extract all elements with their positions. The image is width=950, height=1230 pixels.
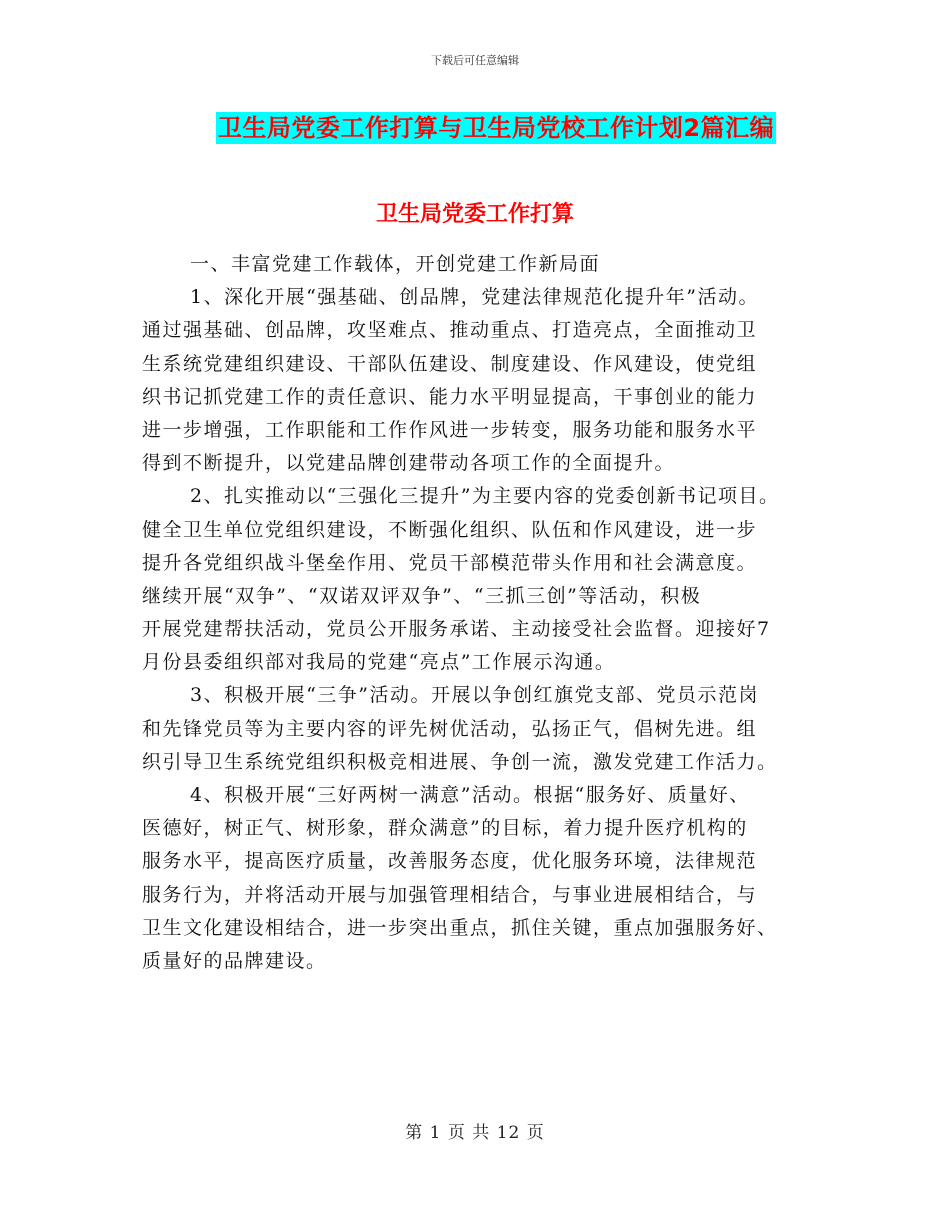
document-title: 卫生局党委工作打算与卫生局党校工作计划2篇汇编 <box>217 114 775 142</box>
paragraph-line: 服务水平，提高医疗质量，改善服务态度，优化服务环境，法律规范 <box>142 850 758 873</box>
paragraph-line: 4、积极开展“三好两树一满意”活动。根据“服务好、质量好、 <box>190 784 750 806</box>
paragraph-line: 医德好，树正气、树形象，群众满意”的目标，着力提升医疗机构的 <box>142 817 748 840</box>
paragraph-line: 得到不断提升，以党建品牌创建带动各项工作的全面提升。 <box>142 452 676 475</box>
heading-line: 一、丰富党建工作载体，开创党建工作新局面 <box>190 253 601 275</box>
page-footer: 第 1 页 共 12 页 <box>405 1123 545 1143</box>
paragraph-line: 通过强基础、创品牌，攻坚难点、推动重点、打造亮点，全面推动卫 <box>142 319 758 342</box>
paragraph-line: 卫生文化建设相结合，进一步突出重点，抓住关键，重点加强服务好、 <box>142 916 778 939</box>
paragraph-line: 月份县委组织部对我局的党建“亮点”工作展示沟通。 <box>142 651 616 674</box>
paragraph-line: 织书记抓党建工作的责任意识、能力水平明显提高，干事创业的能力 <box>142 385 758 408</box>
paragraph-line: 3、积极开展“三争”活动。开展以争创红旗党支部、党员示范岗 <box>190 684 760 707</box>
paragraph-line: 进一步增强，工作职能和工作作风进一步转变，服务功能和服务水平 <box>142 418 758 441</box>
paragraph-line: 生系统党建组织建设、干部队伍建设、制度建设、作风建设，使党组 <box>142 352 758 375</box>
paragraph-line: 提升各党组织战斗堡垒作用、党员干部模范带头作用和社会满意度。 <box>142 551 758 574</box>
paragraph-line: 服务行为，并将活动开展与加强管理相结合，与事业进展相结合，与 <box>142 883 758 906</box>
document-body <box>142 248 832 978</box>
paragraph-line: 质量好的品牌建设。 <box>142 949 327 972</box>
paragraph-line: 2、扎实推动以“三强化三提升”为主要内容的党委创新书记项目。 <box>190 485 780 508</box>
paragraph-line: 1、深化开展“强基础、创品牌，党建法律规范化提升年”活动。 <box>190 286 760 309</box>
header-note: 下载后可任意编辑 <box>431 54 519 67</box>
paragraph-line: 继续开展“双争”、“双诺双评双争”、“三抓三创”等活动，积极 <box>142 584 702 607</box>
section-title: 卫生局党委工作打算 <box>375 202 574 227</box>
document-title-wrapper <box>0 112 950 144</box>
paragraph-line: 开展党建帮扶活动，党员公开服务承诺、主动接受社会监督。迎接好7 <box>142 618 771 641</box>
paragraph-line: 健全卫生单位党组织建设，不断强化组织、队伍和作风建设，进一步 <box>142 518 758 541</box>
paragraph-line: 织引导卫生系统党组织积极竞相进展、争创一流，激发党建工作活力。 <box>142 750 778 773</box>
paragraph-line: 和先锋党员等为主要内容的评先树优活动，弘扬正气，倡树先进。组 <box>142 717 758 740</box>
